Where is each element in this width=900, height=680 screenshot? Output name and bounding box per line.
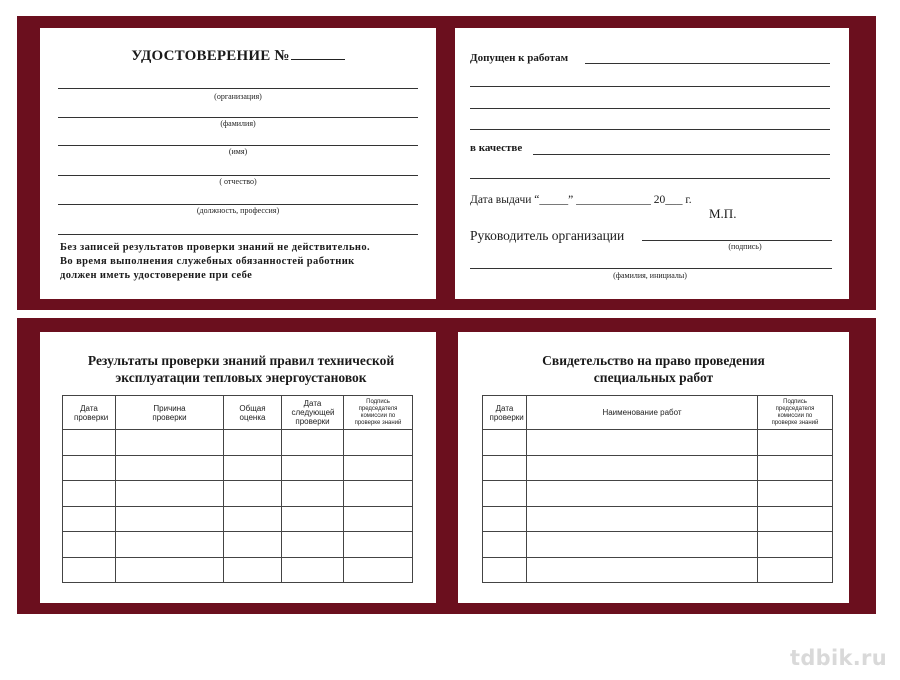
column-header: Подпись председателя комиссии по проверке знаний [758,396,833,430]
results-table-header [63,396,413,430]
head-signature-line [642,240,832,241]
table-row [63,506,413,532]
role-line [533,154,830,155]
certificate-number-line [291,48,345,60]
column-header: Причина проверки [116,396,224,430]
caption-position: (должность, профессия) [196,206,280,215]
special-works-table-header [483,396,833,430]
admitted-line [585,63,830,64]
table-row [63,481,413,507]
column-header: Дата проверки [63,396,116,430]
knowledge-check-results-page [40,332,436,603]
extra-line [58,234,418,235]
table-row [483,430,833,456]
head-name-line [470,268,832,269]
special-works-certificate-page [458,332,849,603]
first-name-line [58,145,418,146]
table-row [63,557,413,583]
table-row [483,532,833,558]
column-header: Дата следующей проверки [282,396,344,430]
admitted-line-3 [470,108,830,109]
column-header: Наименование работ [527,396,758,430]
table-row [63,430,413,456]
results-title-line-2: эксплуатации тепловых энергоустановок [115,370,367,385]
caption-name-initials: (фамилия, инициалы) [613,271,687,280]
notice-line-3: должен иметь удостоверение при себе [60,270,253,281]
notice-line-1: Без записей результатов проверки знаний не действительно. [60,242,371,253]
position-line [58,204,418,205]
results-table [62,395,413,583]
certificate-admission-page [455,28,849,299]
special-works-title [458,352,849,386]
role-line-2 [470,178,830,179]
column-header: Дата проверки [483,396,527,430]
notice-line-2: Во время выполнения служебных обязанностей работник [60,256,355,267]
stamp-place: М.П. [709,206,737,221]
certificate-title-text: УДОСТОВЕРЕНИЕ № [131,48,290,64]
special-works-title-line-2: специальных работ [593,370,714,385]
surname-line [58,117,418,118]
table-row [483,481,833,507]
table-row [63,455,413,481]
admitted-line-2 [470,86,830,87]
head-of-organization-label: Руководитель организации [470,228,625,243]
table-row [483,455,833,481]
role-label: в качестве [470,142,523,154]
admitted-line-4 [470,129,830,130]
watermark: tdbik.ru [790,646,887,670]
admitted-label: Допущен к работам [470,52,569,64]
caption-organization: (организация) [214,92,262,101]
table-row [483,506,833,532]
caption-first-name: (имя) [228,147,248,156]
results-title [40,352,442,386]
organization-line [58,88,418,89]
table-row [63,532,413,558]
patronymic-line [58,175,418,176]
column-header: Подпись председателя комиссии по проверке знаний [344,396,413,430]
special-works-title-line-1: Свидетельство на право проведения [542,353,765,368]
table-row [483,557,833,583]
caption-patronymic: ( отчество) [219,177,257,186]
caption-surname: (фамилия) [220,119,256,128]
results-title-line-1: Результаты проверки знаний правил технической [87,353,395,368]
certificate-title [40,48,436,65]
caption-signature: (подпись) [728,242,762,251]
column-header: Общая оценка [224,396,282,430]
special-works-table [482,395,833,583]
certificate-front-page [40,28,436,299]
issue-date-text: Дата выдачи “_____” _____________ 20___ г. [470,194,692,206]
